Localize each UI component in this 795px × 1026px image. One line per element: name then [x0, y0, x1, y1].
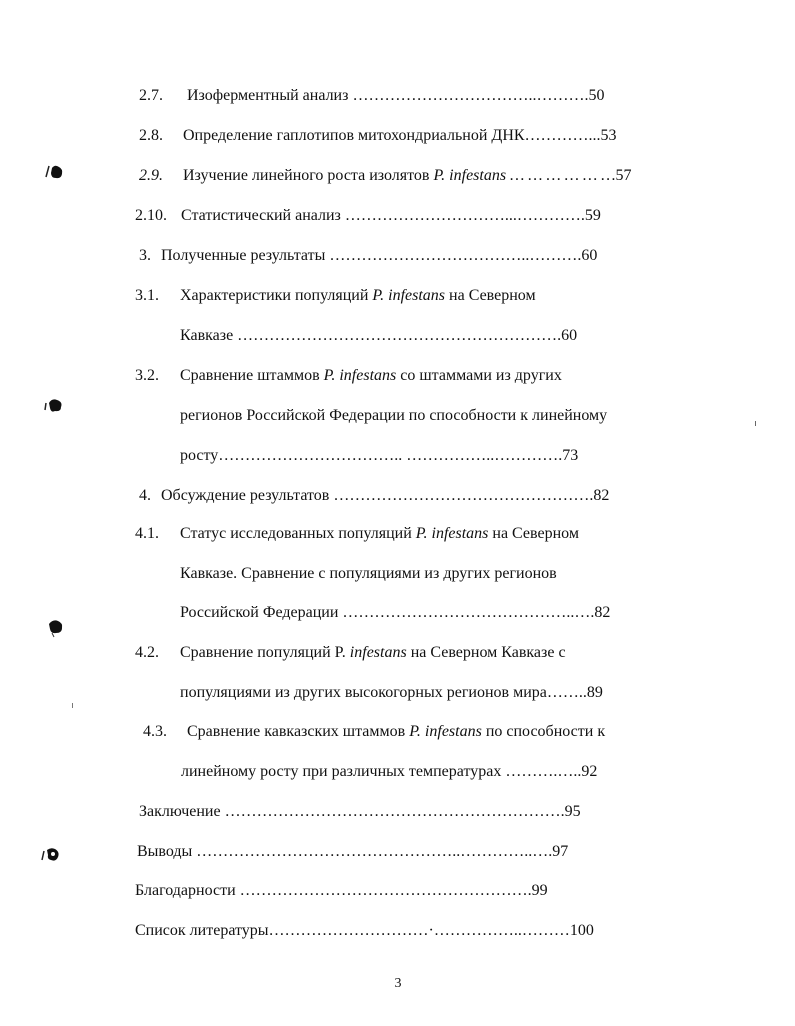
toc-title: популяциями из других высокогорных регионов мира	[180, 684, 547, 701]
toc-number: 3.1.	[135, 287, 159, 304]
toc-entry	[139, 86, 604, 106]
toc-number: 3.2.	[135, 367, 159, 384]
toc-entry	[135, 881, 548, 901]
toc-title: на Северном Кавказе с	[406, 644, 566, 661]
scan-blot-icon	[44, 162, 66, 182]
toc-title: Кавказе. Сравнение с популяциями из других регионов	[180, 565, 557, 582]
toc-entry	[135, 206, 601, 226]
toc-page: 57	[615, 167, 632, 184]
toc-title: Сравнение популяций P.	[180, 644, 350, 661]
toc-leader: ………………………………..……….	[325, 247, 582, 264]
toc-page: 95	[564, 803, 581, 820]
toc-entry-continuation	[180, 564, 557, 584]
toc-number: 2.7.	[139, 87, 163, 104]
toc-entry	[139, 802, 581, 822]
toc-number: 2.9.	[139, 167, 163, 184]
toc-entry	[135, 921, 594, 941]
toc-title-species: P. infestans	[433, 167, 507, 184]
toc-title: Определение гаплотипов митохондриальной ДНК	[183, 127, 525, 144]
toc-entry-continuation	[180, 446, 578, 466]
toc-title: Характеристики популяций	[180, 287, 373, 304]
toc-title: со штаммами из других	[396, 367, 562, 384]
scan-speck-icon	[71, 703, 75, 709]
toc-title: Кавказе	[180, 327, 234, 344]
toc-title-species: P. infestans	[415, 525, 489, 542]
toc-entry-continuation	[180, 683, 603, 703]
toc-number: 3.	[139, 247, 151, 264]
toc-title: Сравнение кавказских штаммов	[187, 723, 410, 740]
toc-page: 82	[593, 487, 610, 504]
toc-leader: …………………………………………..…………..….	[192, 843, 553, 860]
toc-entry	[139, 166, 631, 186]
toc-leader: ……….…..	[501, 763, 582, 780]
toc-page: 97	[552, 843, 569, 860]
toc-page: 60	[561, 327, 578, 344]
toc-title: Заключение	[139, 803, 221, 820]
toc-title: Российской Федерации	[180, 604, 339, 621]
toc-title: росту	[180, 447, 219, 464]
toc-title: Выводы	[137, 843, 193, 860]
toc-leader: … … … … … …	[506, 167, 616, 184]
toc-page: 82	[594, 604, 611, 621]
toc-page: 59	[584, 207, 601, 224]
toc-title: линейному росту при различных температурах	[181, 763, 502, 780]
toc-entry	[143, 722, 605, 742]
toc-number: 4.3.	[143, 723, 167, 740]
toc-page: 99	[531, 882, 548, 899]
toc-number: 4.	[139, 487, 151, 504]
toc-page: 50	[588, 87, 605, 104]
toc-page: 60	[581, 247, 598, 264]
toc-title: Полученные результаты	[161, 247, 326, 264]
toc-entry-continuation	[180, 326, 577, 346]
toc-title: Обсуждение результатов	[161, 487, 330, 504]
toc-number: 4.1.	[135, 525, 159, 542]
toc-entry-continuation	[180, 406, 607, 426]
toc-entry-continuation	[181, 762, 597, 782]
toc-leader: ……………………………..……….	[348, 87, 589, 104]
toc-number: 2.10.	[135, 207, 167, 224]
toc-leader: ……………………………………………………….	[220, 803, 565, 820]
toc-leader: …………………………….. ……………..………….	[218, 447, 563, 464]
toc-page: 92	[581, 763, 598, 780]
toc-entry	[135, 643, 566, 663]
toc-leader: ……………………………………..….	[338, 604, 595, 621]
toc-entry	[135, 286, 536, 306]
toc-title: на Северном	[445, 287, 536, 304]
toc-leader: ……..	[546, 684, 587, 701]
scan-speck-icon	[754, 421, 758, 427]
toc-title: Список литературы	[135, 922, 269, 939]
toc-page: 53	[600, 127, 617, 144]
toc-title: регионов Российской Федерации по способности к линейному	[180, 407, 608, 424]
toc-title: Изоферментный анализ	[187, 87, 349, 104]
toc-page: 73	[562, 447, 579, 464]
toc-leader: ………………………………………….	[329, 487, 594, 504]
toc-leader: …………………………………………………….	[233, 327, 562, 344]
scan-blot-icon	[44, 618, 66, 640]
toc-title: Сравнение штаммов	[180, 367, 324, 384]
toc-title-species: infestans	[349, 644, 407, 661]
scan-blot-icon	[40, 845, 64, 867]
toc-entry	[135, 524, 579, 544]
toc-number: 2.8.	[139, 127, 163, 144]
toc-title-species: P. infestans	[323, 367, 397, 384]
toc-title: Статистический анализ	[181, 207, 341, 224]
toc-entry	[139, 486, 609, 506]
toc-entry	[137, 842, 568, 862]
scan-blot-icon	[42, 396, 66, 418]
toc-leader: ……………………………………………….	[235, 882, 532, 899]
toc-title-species: P. infestans	[372, 287, 446, 304]
toc-leader: …………………………·……………..………	[268, 922, 570, 939]
toc-title: на Северном	[488, 525, 579, 542]
toc-title: Статус исследованных популяций	[180, 525, 416, 542]
toc-entry	[135, 366, 562, 386]
toc-leader: …………………………...………….	[340, 207, 585, 224]
toc-title-species: P. infestans	[409, 723, 482, 740]
toc-page: 100	[569, 922, 594, 939]
toc-title: Изучение линейного роста изолятов	[183, 167, 434, 184]
toc-leader: …………...	[524, 127, 601, 144]
toc-entry	[139, 126, 617, 146]
toc-title: по способности к	[481, 723, 606, 740]
page-number: 3	[394, 976, 402, 991]
toc-page: 89	[586, 684, 603, 701]
toc-entry-continuation	[180, 603, 610, 623]
toc-entry	[139, 246, 597, 266]
toc-title: Благодарности	[135, 882, 236, 899]
toc-number: 4.2.	[135, 644, 159, 661]
